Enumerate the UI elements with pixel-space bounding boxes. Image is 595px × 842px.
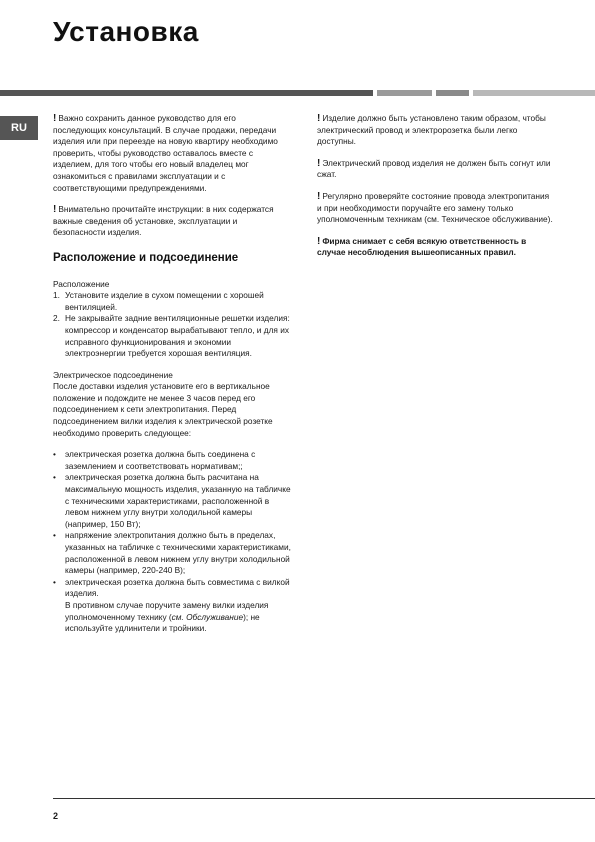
- warning-note-2: [53, 204, 291, 239]
- warning-note-1-text: Важно сохранить данное руководство для его последующих консультаций. В случае продажи, передачи изделия или при переезде на новую квартиру необходимо проверить, чтобы руководство оставалось вместе с изделием, для того чтобы его новый владелец мог ознакомиться с правилами эксплуатации и с соответствующими предупреждениями.: [53, 113, 278, 193]
- list-item: [53, 290, 291, 313]
- page-title: Установка: [53, 16, 199, 47]
- warning-icon: !: [317, 157, 321, 169]
- left-column: [53, 113, 291, 635]
- warning-note-3: [317, 113, 555, 148]
- service-reference: см. Обслуживание: [171, 611, 244, 622]
- placement-heading: Расположение: [53, 278, 110, 289]
- electric-closing: [53, 600, 291, 635]
- warning-icon: !: [53, 204, 57, 216]
- section-heading: Расположение и подсоединение: [53, 251, 239, 264]
- list-item: [53, 577, 291, 600]
- list-number: 2.: [53, 313, 60, 324]
- warning-note-2-text: Внимательно прочитайте инструкции: в них содержатся важные сведения об установке, эксплуатации и безопасности изделия.: [53, 204, 274, 238]
- warning-icon: !: [317, 113, 321, 124]
- bullet-icon: •: [53, 530, 56, 541]
- list-item-text: электрическая розетка должна быть совместима с вилкой изделия.: [65, 576, 290, 599]
- header-bar-mid: [377, 90, 432, 96]
- right-column: [317, 113, 555, 269]
- electric-closing-end: ); не используйте удлинители и тройники.: [65, 611, 260, 634]
- list-item-text: Установите изделие в сухом помещении с хорошей вентиляцией.: [65, 290, 264, 312]
- bullet-icon: •: [53, 449, 56, 460]
- warning-icon: !: [53, 113, 57, 124]
- liability-disclaimer: [317, 236, 555, 259]
- placement-list: [53, 290, 291, 360]
- list-item: [53, 449, 291, 472]
- list-item: [53, 530, 291, 576]
- electric-intro: После доставки изделия установите его в вертикальное положение и подождите не менее 3 часов перед его подсоединением к сети электропитания. Перед подсоединением вилки изделия к электрической розетке необходимо проверить следующее:: [53, 381, 273, 438]
- warning-note-5-text: Регулярно проверяйте состояние провода электропитания и при необходимости поручайте его замену только уполномоченным техникам (см. Техническое обслуживание).: [317, 190, 553, 225]
- header-divider-bar: [0, 90, 595, 96]
- electric-section: [53, 370, 291, 440]
- language-badge: RU: [0, 116, 38, 140]
- footer-divider: [53, 798, 595, 799]
- list-item-text: электрическая розетка должна быть расчитана на максимальную мощность изделия, указанную на табличке с техническими характеристиками, расположенной в левом нижнем углу внутри холодильной камеры (например, 150 Вт);: [65, 472, 291, 529]
- list-item-text: электрическая розетка должна быть соединена с заземлением и соответствовать нормативам;;: [65, 449, 256, 471]
- warning-note-3-text: Изделие должно быть установлено таким образом, чтобы электрический провод и электророзетка были легко доступны.: [317, 113, 546, 147]
- electric-heading: Электрическое подсоединение: [53, 369, 173, 380]
- warning-note-1: [53, 113, 291, 194]
- warning-icon: !: [317, 190, 321, 202]
- header-bar-segment: [436, 90, 469, 96]
- bullet-icon: •: [53, 576, 56, 587]
- electric-checklist: [53, 449, 291, 600]
- list-item: [53, 472, 291, 530]
- electric-closing-text: В противном случае поручите замену вилки изделия уполномоченному технику (: [65, 599, 269, 622]
- header-bar-light: [473, 90, 595, 96]
- list-item-text: напряжение электропитания должно быть в пределах, указанных на табличке с техническими характеристиками, расположенной в левом нижнем углу внутри холодильной камеры (например, 220-240 В);: [65, 530, 291, 576]
- list-item: [53, 313, 291, 359]
- bullet-icon: •: [53, 472, 56, 483]
- header-bar-dark: [0, 90, 373, 96]
- warning-note-4-text: Электрический провод изделия не должен быть согнут или сжат.: [317, 157, 551, 180]
- list-item-text: Не закрывайте задние вентиляционные решетки изделия: компрессор и конденсатор вырабатывают тепло, и для их исправного функционирования и экономии электроэнергии требуется хорошая вентиляция.: [65, 313, 290, 359]
- page-number: 2: [53, 811, 59, 821]
- warning-note-5: [317, 191, 555, 226]
- list-number: 1.: [53, 290, 60, 301]
- warning-note-4: [317, 158, 555, 181]
- warning-icon: !: [317, 235, 321, 247]
- liability-disclaimer-text: Фирма снимает с себя всякую ответственность в случае несоблюдения вышеописанных правил.: [317, 235, 527, 258]
